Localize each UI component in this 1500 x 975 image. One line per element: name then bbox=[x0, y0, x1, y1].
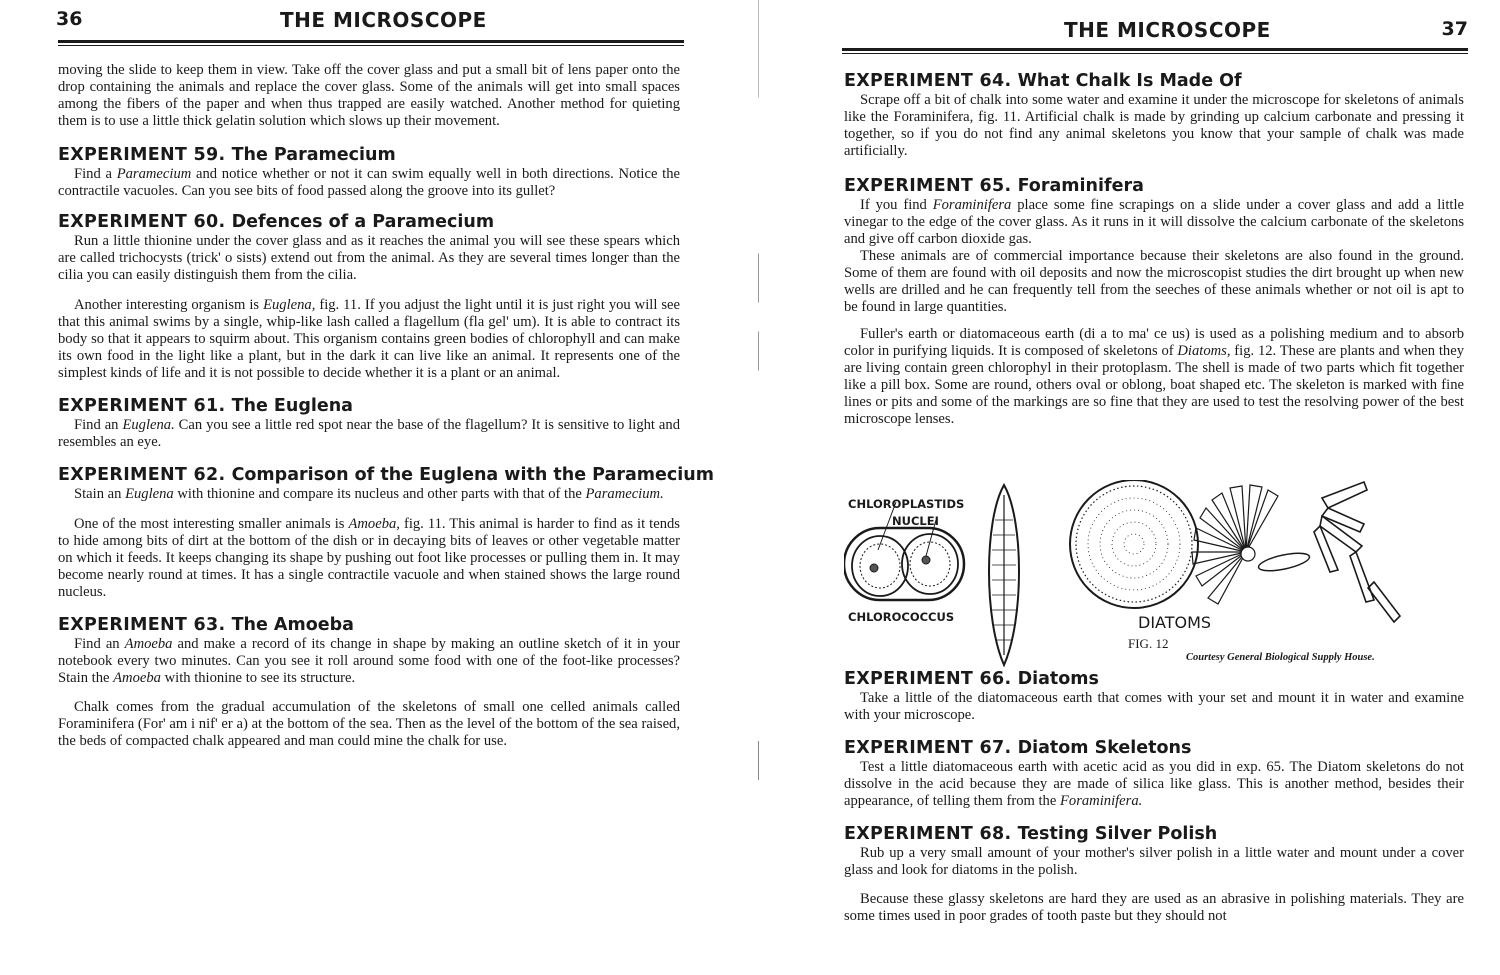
right-page-body-lower bbox=[844, 668, 1464, 925]
left-page bbox=[0, 0, 748, 975]
final-paragraph: Because these glassy skeletons are hard they are used as an abrasive in polishing materials. They are some times used in poor grades of tooth paste but they should not bbox=[844, 891, 1464, 924]
euglena-paragraph: Another interesting organism is Euglena, fig. 11. If you adjust the light until it is just right you will see that this animal swims by a single, whip-like lash called a flagellum (fla gel' um). It is able to contract its body so that it appears to squirm about. This organism contains green bodies of chlorophyll and can make its own food in the light like a plant, but in the dark it can live like an animal. It represents one of the simplest kinds of life and it is not possible to decide whether it is a plant or an animal. bbox=[58, 297, 680, 381]
fan-diatom-drawing bbox=[1192, 485, 1311, 604]
experiment-heading: EXPERIMENT 66. Diatoms bbox=[844, 669, 1099, 689]
header-rule bbox=[842, 48, 1468, 54]
left-page-body bbox=[58, 62, 714, 750]
header-rule bbox=[58, 40, 684, 46]
experiment-text: Run a little thionine under the cover glass and as it reaches the animal you will see these spears which are called trichocysts (trick' o sists) extend out from the animal. As they are several times longer than the cilia you can easily distinguish them from the cilia. bbox=[58, 233, 680, 283]
left-page-header bbox=[56, 8, 686, 38]
label-chlorococcus: CHLOROCOCCUS bbox=[848, 610, 955, 624]
label-chloroplastids: CHLOROPLASTIDS bbox=[848, 497, 965, 511]
experiment-heading: EXPERIMENT 68. Testing Silver Polish bbox=[844, 824, 1218, 844]
running-head: THE MICROSCOPE bbox=[1064, 18, 1271, 42]
experiment-text: Stain an Euglena with thionine and compare its nucleus and other parts with that of the Paramecium. bbox=[74, 486, 664, 502]
experiment-heading: EXPERIMENT 64. What Chalk Is Made Of bbox=[844, 71, 1242, 91]
experiment-text: Scrape off a bit of chalk into some water and examine it under the microscope for skeletons of animals like the Foraminifera, fig. 11. Artificial chalk is made by grinding up calcium carbonate and pressing it together, so if you do not find any animal skeletons you know that your sample of chalk was made artificially. bbox=[844, 92, 1464, 159]
boat-diatom-drawing bbox=[989, 485, 1019, 665]
running-head: THE MICROSCOPE bbox=[280, 8, 487, 32]
figure-caption: FIG. 12 bbox=[1128, 636, 1169, 651]
experiment-heading: EXPERIMENT 59. The Paramecium bbox=[58, 145, 396, 165]
right-page bbox=[752, 0, 1500, 975]
experiment-text: Find an Euglena. Can you see a little red spot near the base of the flagellum? It is sensitive to light and resembles an eye. bbox=[58, 417, 681, 450]
fullers-earth-paragraph: Fuller's earth or diatomaceous earth (di a to ma' ce us) is used as a polishing medium and to absorb color in purifying liquids. It is composed of skeletons of Diatoms, fig. 12. These are plants and when they are living contain green chlorophyl in their protoplasm. The shell is made of two parts which fit together like a pill box. Some are round, others oval or oblong, boat shaped etc. The skeleton is marked with fine lines or pits and some of the markings are so fine that they are used to test the resolving power of the best microscope lenses. bbox=[844, 326, 1464, 427]
experiment-text: Find an Amoeba and make a record of its change in shape by making an outline sketch of it in your notebook every two minutes. Can you see it roll around some food with one of the foot-like processes? Stain the Amoeba with thionine to see its structure. bbox=[58, 636, 681, 686]
intro-paragraph: moving the slide to keep them in view. Take off the cover glass and put a small bit of lens paper onto the drop containing the animals and replace the cover glass. Some of the animals will get into small spaces among the fibers of the paper and when thus trapped are easily watched. Another method for quieting them is to use a little thick gelatin solution which slows up their movement. bbox=[58, 62, 680, 129]
experiment-text: Rub up a very small amount of your mother's silver polish in a little water and mount under a cover glass and look for diatoms in the polish. bbox=[844, 845, 1464, 878]
right-page-header bbox=[842, 18, 1468, 48]
experiment-heading: EXPERIMENT 63. The Amoeba bbox=[58, 615, 354, 635]
experiment-heading: EXPERIMENT 61. The Euglena bbox=[58, 396, 353, 416]
round-diatom-drawing bbox=[1070, 480, 1198, 608]
page-number: 37 bbox=[1441, 18, 1468, 40]
zigzag-diatom-drawing bbox=[1314, 482, 1400, 622]
figure-credit: Courtesy General Biological Supply House. bbox=[1186, 652, 1375, 663]
right-page-body bbox=[844, 70, 1464, 428]
experiment-heading: EXPERIMENT 67. Diatom Skeletons bbox=[844, 738, 1192, 758]
amoeba-paragraph: One of the most interesting smaller animals is Amoeba, fig. 11. This animal is harder to find as it tends to hide among bits of dirt at the bottom of the dish or in decaying bits of leaves or other vegetable matter on which it feeds. It keeps changing its shape by pushing out foot like processes or pulling them in. It may become nearly round at times. It has a single contractile vacuole and when stained shows the large round nucleus. bbox=[58, 516, 680, 600]
experiment-text: These animals are of commercial importance because their skeletons are also found in the ground. Some of them are found with oil deposits and now the microscopist studies the dirt brought up when new wells are drilled and he can frequently tell from the seeches of these animals whether or not oil is apt to be found in large quantities. bbox=[844, 248, 1464, 315]
experiment-text: Test a little diatomaceous earth with acetic acid as you did in exp. 65. The Diatom skeletons do not dissolve in the acid because they are made of silica like glass. This is another method, besides their appearance, of telling them from the Foraminifera. bbox=[844, 759, 1464, 809]
chalk-paragraph: Chalk comes from the gradual accumulation of the skeletons of small one celled animals called Foraminifera (For' am i nif' er a) at the bottom of the sea. Then as the level of the bottom of the sea raised, the beds of compacted chalk appeared and man could mine the chalk for use. bbox=[58, 699, 680, 749]
experiment-text: If you find Foraminifera place some fine scrapings on a slide under a cover glass and add a little vinegar to the edge of the cover glass. As it runs in it will dissolve the calcium carbonate of the skeletons and give off carbon dioxide gas. bbox=[844, 197, 1464, 247]
experiment-text: Find a Paramecium and notice whether or not it can swim equally well in both directions. Notice the contractile vacuoles. Can you see bits of food passed along the groove into its gullet? bbox=[58, 166, 680, 199]
experiment-text: Take a little of the diatomaceous earth that comes with your set and mount it in water and examine with your microscope. bbox=[844, 690, 1464, 723]
experiment-heading: EXPERIMENT 60. Defences of a Paramecium bbox=[58, 212, 495, 232]
experiment-heading: EXPERIMENT 62. Comparison of the Euglena with the Paramecium bbox=[58, 465, 714, 485]
experiment-heading: EXPERIMENT 65. Foraminifera bbox=[844, 176, 1144, 196]
page-number: 36 bbox=[56, 8, 83, 30]
figure-diatoms bbox=[844, 480, 1484, 680]
label-diatoms: DIATOMS bbox=[1138, 613, 1212, 632]
label-nuclei: NUCLEI bbox=[892, 514, 939, 528]
